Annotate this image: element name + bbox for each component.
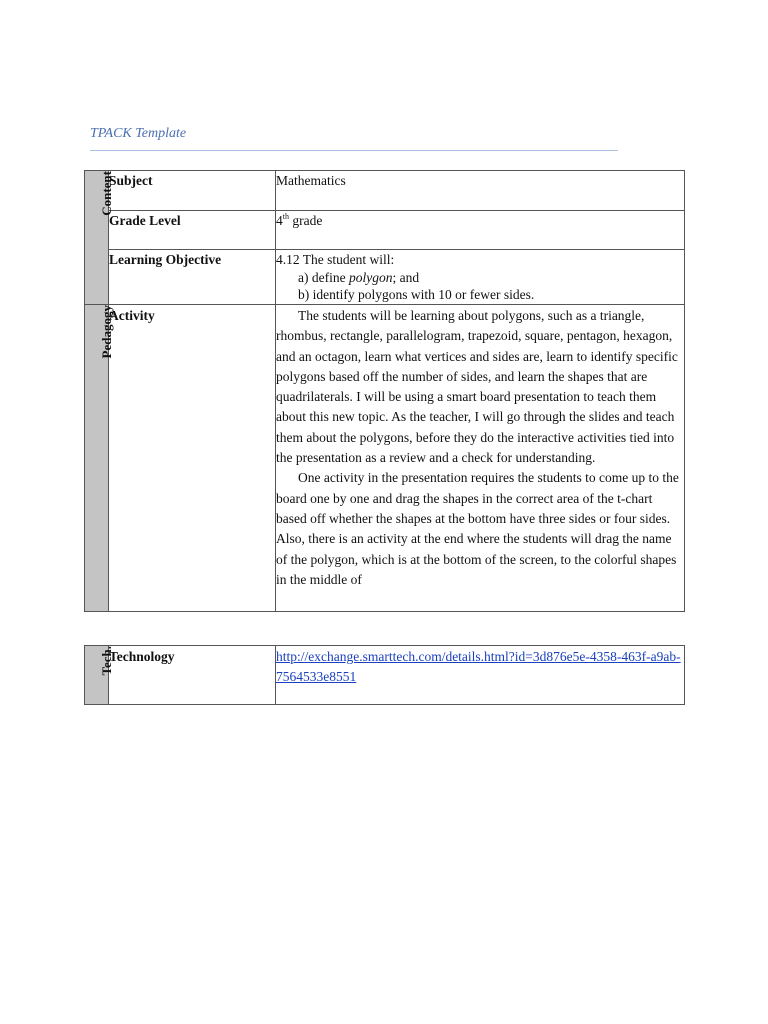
technology-side-cell: [85, 646, 114, 705]
activity-label: Activity: [109, 305, 276, 612]
grade-number: 4: [276, 213, 283, 228]
grade-suffix: grade: [288, 213, 323, 228]
technology-resource-link[interactable]: http://exchange.smarttech.com/details.html?id=3d876e5e-4358-463f-a9ab-7564533e8551: [276, 649, 681, 685]
activity-paragraph-1: The students will be learning about polygons, such as a triangle, rhombus, rectangle, parallelogram, trapezoid, square, pentagon, hexagon, and an octagon, learn what vertices and sides are, learn to identify specific polygons based off the number of sides, and learn the shapes that are quadrilaterals. I will be using a smart board presentation to teach them about this new topic. As the teacher, I will go through the slides and teach them about the polygons, before they do the interactive activities tied into the presentation as a review and a check for understanding.: [276, 308, 678, 466]
activity-value: [276, 305, 685, 612]
learning-objective-value: [276, 250, 685, 305]
grade-level-value: [276, 211, 685, 250]
objective-line-2-text: a) define: [298, 269, 349, 285]
objective-line-2-end: ; and: [392, 269, 420, 285]
technology-value: [276, 646, 685, 705]
row-subject: [85, 171, 685, 211]
grade-superscript: th: [282, 212, 289, 221]
row-grade-level: [85, 211, 685, 250]
row-technology: [85, 646, 685, 705]
objective-line-3: b) identify polygons with 10 or fewer sides.: [298, 287, 535, 302]
activity-text-clip: [276, 306, 684, 611]
title-underline: [90, 150, 618, 151]
tpack-table-main: [84, 170, 685, 612]
technology-side-label: Tech.: [99, 646, 114, 676]
pedagogy-side-label: Pedagogy: [99, 305, 114, 359]
objective-term-polygon: polygon: [348, 269, 393, 285]
objective-line-1: 4.12 The student will:: [276, 252, 395, 267]
content-side-label: Content: [99, 171, 114, 216]
objective-line-2: [276, 269, 684, 287]
grade-level-label: Grade Level: [109, 211, 276, 250]
subject-value: Mathematics: [276, 171, 685, 211]
subject-label: Subject: [109, 171, 276, 211]
tpack-table-technology: [84, 645, 685, 705]
content-side-cell: [85, 171, 114, 305]
row-learning-objective: [85, 250, 685, 305]
document-title: TPACK Template: [90, 126, 187, 141]
learning-objective-label: Learning Objective: [109, 250, 276, 305]
technology-label: Technology: [109, 646, 276, 705]
pedagogy-side-cell: [85, 305, 114, 612]
row-activity: [85, 305, 685, 612]
activity-paragraph-2: One activity in the presentation requires the students to come up to the board one by one and drag the shapes in the correct area of the t-chart based off whether the shapes at the bottom have three sides or four sides. Also, there is an activity at the end where the students will drag the name of the polygon, which is at the bottom of the screen, to the colorful shapes in the middle of: [276, 470, 679, 587]
